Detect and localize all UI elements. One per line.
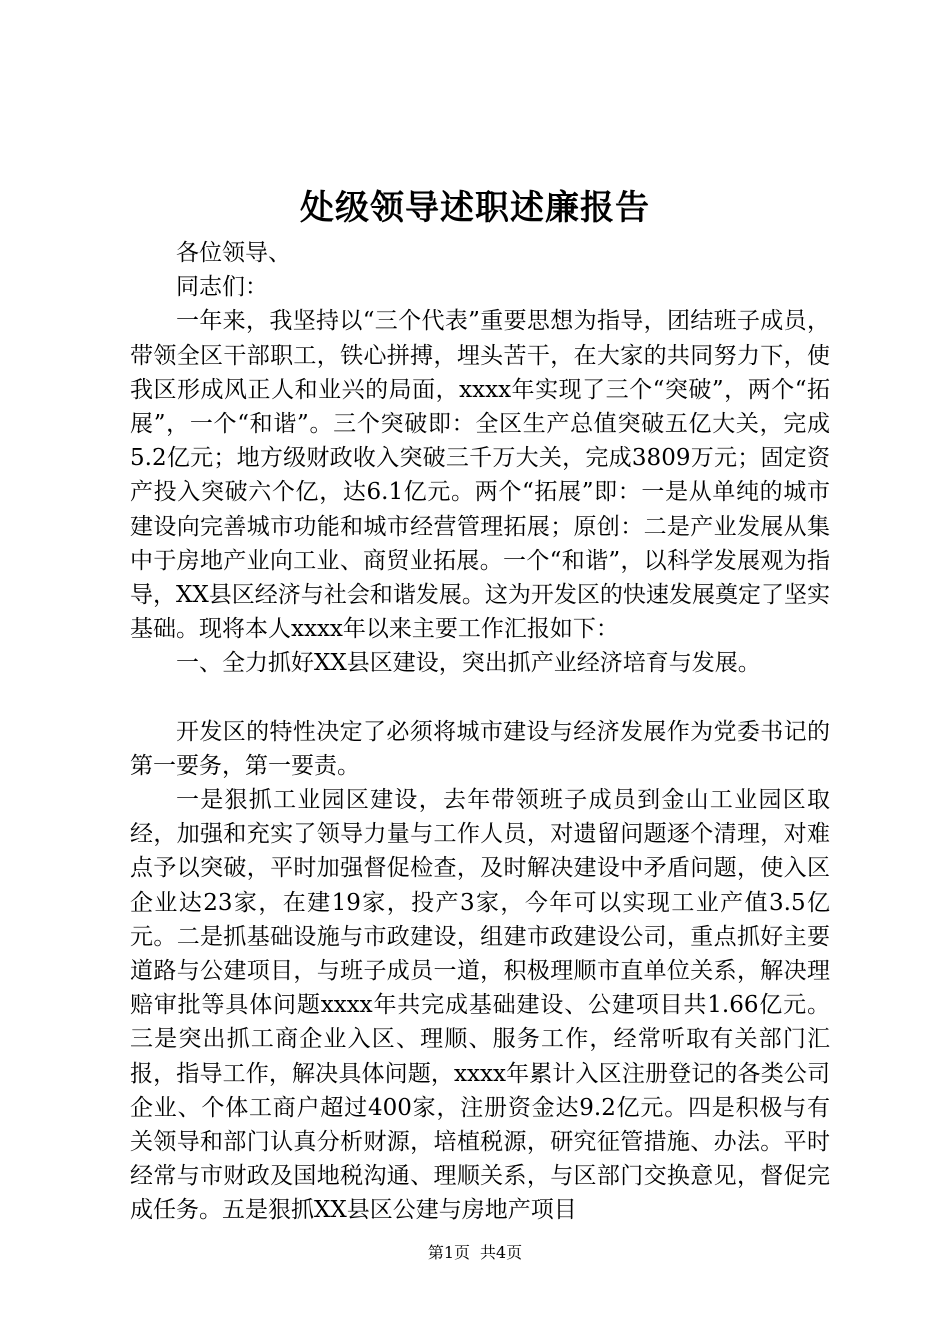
page-total: 共4页 xyxy=(480,1243,523,1262)
paragraph-intro: 一年来，我坚持以“三个代表”重要思想为指导，团结班子成员，带领全区干部职工，铁心拼搏，埋头苦干，在大家的共同努力下，使我区形成风正人和业兴的局面，xxxx年实现了三个“突破”，两个“拓展”，一个“和谐”。三个突破即：全区生产总值突破五亿大关，完成5.2亿元；地方级财政收入突破三千万大关，完成3809万元；固定资产投入突破六个亿，达6.1亿元。两个“拓展”即：一是从单纯的城市建设向完善城市功能和城市经营管理拓展；原创：二是产业发展从集中于房地产业向工业、商贸业拓展。一个“和谐”，以科学发展观为指导，XX县区经济与社会和谐发展。这为开发区的快速发展奠定了坚实基础。现将本人xxxx年以来主要工作汇报如下： xyxy=(130,308,830,643)
page-footer xyxy=(0,1241,950,1265)
page-title: 处级领导述职述廉报告 xyxy=(300,188,650,228)
paragraph-section-1-details: 一是狠抓工业园区建设，去年带领班子成员到金山工业园区取经，加强和充实了领导力量与工作人员，对遗留问题逐个清理，对难点予以突破，平时加强督促检查，及时解决建设中矛盾问题，使入区企业达23家，在建19家，投产3家，今年可以实现工业产值3.5亿元。二是抓基础设施与市政建设，组建市政建设公司，重点抓好主要道路与公建项目，与班子成员一道，积极理顺市直单位关系，解决理赔审批等具体问题xxxx年共完成基础建设、公建项目共1.66亿元。三是突出抓工商企业入区、理顺、服务工作，经常听取有关部门汇报，指导工作，解决具体问题，xxxx年累计入区注册登记的各类公司企业、个体工商户超过400家，注册资金达9.2亿元。四是积极与有关领导和部门认真分析财源，培植税源，研究征管措施、办法。平时经常与市财政及国地税沟通、理顺关系，与区部门交换意见，督促完成任务。五是狠抓XX县区公建与房地产项目 xyxy=(130,787,830,1224)
document-body xyxy=(130,236,830,1228)
section-heading-1: 一、全力抓好XX县区建设，突出抓产业经济培育与发展。 xyxy=(176,650,761,677)
salutation-leaders: 各位领导、 xyxy=(176,240,291,266)
paragraph-section-1-intro: 开发区的特性决定了必须将城市建设与经济发展作为党委书记的第一要务，第一要责。 xyxy=(130,718,830,779)
salutation-comrades: 同志们： xyxy=(176,274,268,301)
page-number: 第1页 xyxy=(427,1243,470,1262)
